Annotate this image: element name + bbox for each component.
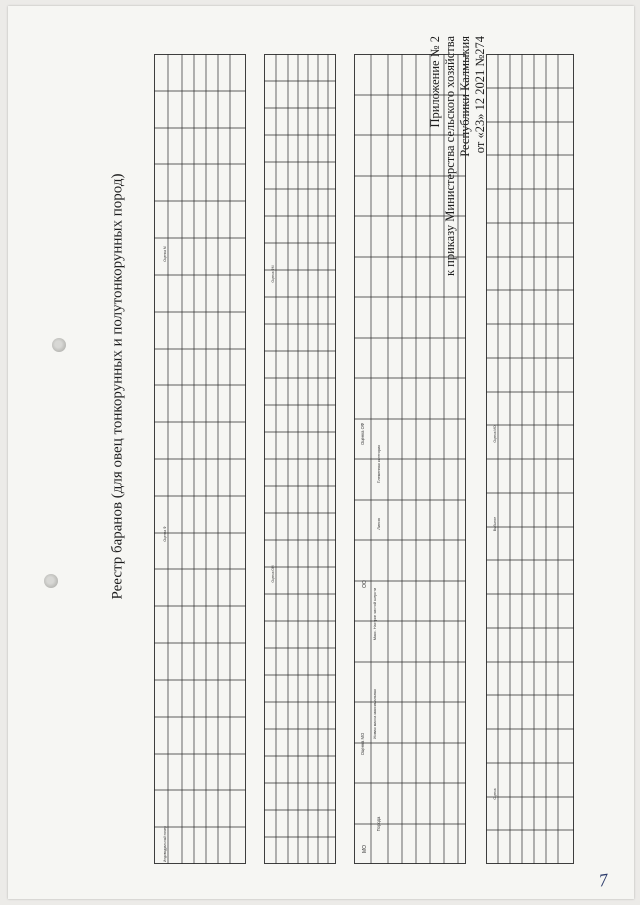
punch-hole	[52, 338, 66, 352]
table-sires-4	[486, 54, 574, 864]
document-title: Реестр баранов (для овец тонкорунных и полутонкорунных пород)	[109, 173, 126, 600]
page-number: 7	[597, 869, 610, 891]
header-label: Живая масса максимальная	[373, 688, 377, 740]
header-label: Оценка М	[163, 246, 167, 262]
header-label: Оценка МО	[360, 732, 365, 756]
table-sires-1	[154, 54, 246, 864]
table-sires-3	[354, 54, 466, 864]
header-label: Макс. Настриг чистой шерсти	[373, 587, 377, 641]
table-sires-2	[264, 54, 336, 864]
header-label: Оценка ОФ	[360, 422, 365, 446]
document-page	[8, 6, 634, 899]
header-label: МО	[362, 844, 368, 854]
appendix-line-4: от «23» 12 2021 №274	[473, 36, 487, 154]
punch-hole	[44, 574, 58, 588]
header-label: Линия	[376, 518, 381, 530]
header-label: ОО	[362, 580, 368, 588]
appendix-line-2: к приказу Министерства сельского хозяйства	[443, 36, 457, 277]
header-label: Оценка Ф	[163, 526, 167, 542]
header-label: Оценка	[493, 788, 497, 800]
header-label: Порода	[376, 816, 381, 832]
header-label: Индивидуальный номер	[163, 826, 167, 862]
header-label: Оценка ФМ	[271, 265, 275, 283]
header-label: Оценка ОМ	[271, 565, 275, 583]
appendix-line-1: Приложение № 2	[428, 36, 442, 128]
header-label: Оценка МО	[493, 425, 497, 443]
header-label: Племенная категория	[377, 444, 381, 484]
appendix-line-3: Республики Калмыкия	[458, 36, 472, 157]
header-label: Выбытие	[493, 516, 497, 532]
